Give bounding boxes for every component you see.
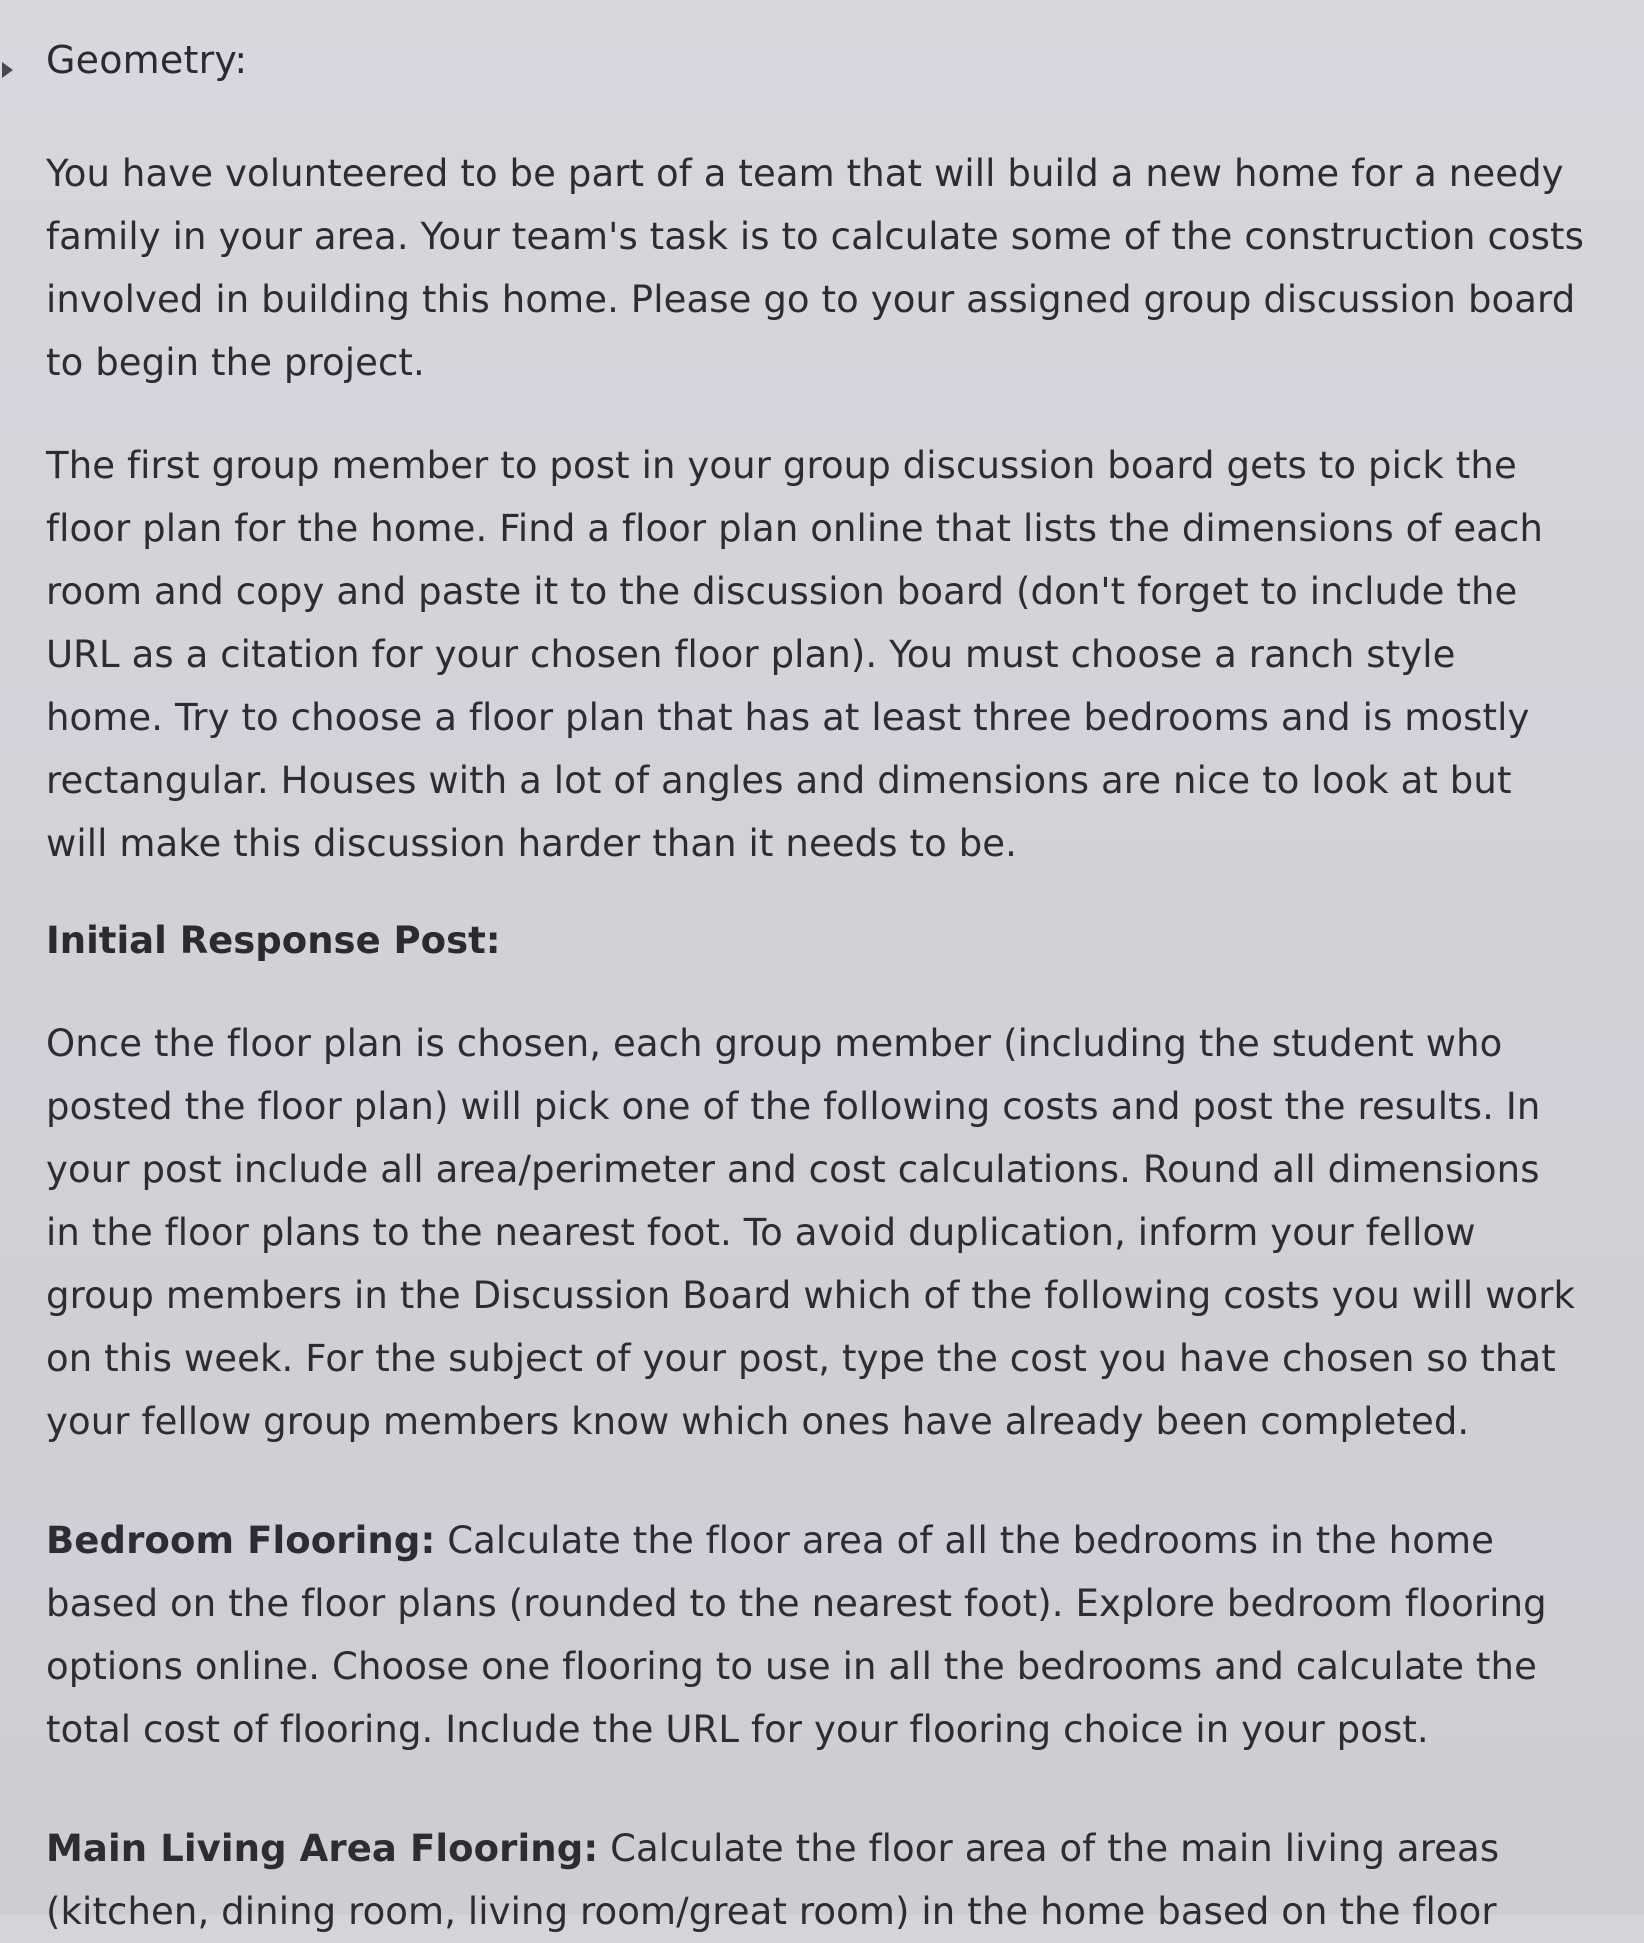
initial-response-title: Initial Response Post:: [46, 919, 501, 962]
cost-label: Main Living Area Flooring:: [46, 1827, 599, 1870]
cost-item-bedroom-flooring: [46, 1509, 1584, 1761]
cost-label: Bedroom Flooring:: [46, 1519, 436, 1562]
cost-item-main-living-flooring: [46, 1817, 1584, 1943]
cost-text: Calculate the floor area of all the bedrooms in the home based on the floor plans (rounded to the nearest foot). Explore bedroom flooring options online. Choose one flooring to use in all the bedrooms and calculate the total cost of flooring. Include the URL for your flooring choice in your post.: [46, 1519, 1547, 1751]
geometry-heading-row: [46, 38, 1584, 82]
initial-response-paragraph: Once the floor plan is chosen, each group member (including the student who posted the floor plan) will pick one of the following costs and post the results. In your post include all area/perimeter and cost calculations. Round all dimensions in the floor plans to the nearest foot. To avoid duplication, inform your fellow group members in the Discussion Board which of the following costs you will work on this week. For the subject of your post, type the cost you have chosen so that your fellow group members know which ones have already been completed.: [46, 1022, 1576, 1443]
intro-paragraph: You have volunteered to be part of a team that will build a new home for a needy family in your area. Your team's task is to calculate some of the construction costs involved in building this home. Please go to your assigned group discussion board to begin the project.: [46, 152, 1585, 384]
expand-arrow-icon[interactable]: [2, 62, 13, 78]
floor-plan-paragraph: The first group member to post in your group discussion board gets to pick the floor plan for the home. Find a floor plan online that lists the dimensions of each room and copy and paste it to the discussion board (don't forget to include the URL as a citation for your chosen floor plan). You must choose a ranch style home. Try to choose a floor plan that has at least three bedrooms and is mostly rectangular. Houses with a lot of angles and dimensions are nice to look at but will make this discussion harder than it needs to be.: [46, 444, 1543, 865]
cost-text: Calculate the floor area of the main living areas (kitchen, dining room, living room/great room) in the home based on the floor: [46, 1827, 1500, 1933]
geometry-title: Geometry:: [46, 38, 248, 82]
